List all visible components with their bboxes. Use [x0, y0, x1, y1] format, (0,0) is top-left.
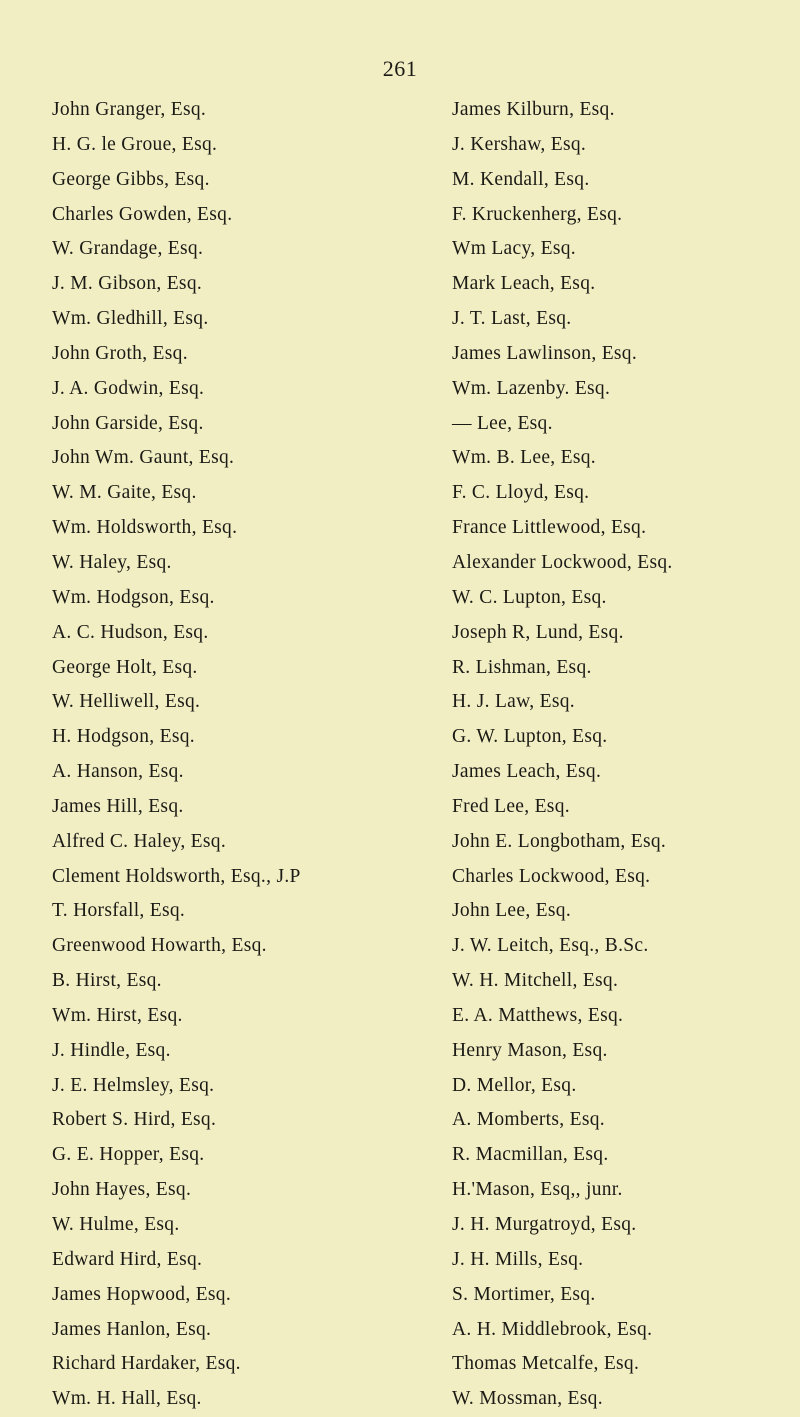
subscriber-name: J. W. Leitch, Esq., B.Sc. — [452, 935, 649, 957]
subscriber-name: W. Helliwell, Esq. — [52, 691, 201, 713]
subscriber-name: J. M. Gibson, Esq. — [52, 273, 203, 295]
subscriber-name: James Hill, Esq. — [52, 795, 184, 817]
subscriber-name: Robert S. Hird, Esq. — [52, 1109, 217, 1131]
subscriber-name: Fred Lee, Esq. — [452, 795, 570, 817]
subscriber-name: H. Hodgson, Esq. — [52, 726, 195, 748]
subscriber-name: F. Kruckenherg, Esq. — [452, 203, 623, 225]
subscriber-name: E. A. Matthews, Esq. — [452, 1004, 624, 1026]
subscriber-name: A. Hanson, Esq. — [52, 761, 184, 783]
subscriber-name: Clement Holdsworth, Esq., J.P — [52, 865, 301, 887]
subscriber-name: W. C. Lupton, Esq. — [452, 586, 607, 608]
subscriber-name: J. Kershaw, Esq. — [452, 133, 587, 155]
subscriber-name: John Wm. Gaunt, Esq. — [52, 447, 235, 469]
left-name-column — [52, 93, 420, 1417]
subscriber-name: A. H. Middlebrook, Esq. — [452, 1318, 653, 1340]
subscriber-name: S. Mortimer, Esq. — [452, 1283, 596, 1305]
subscriber-name: W. Grandage, Esq. — [52, 238, 204, 260]
subscriber-name: Wm Lacy, Esq. — [452, 238, 576, 260]
subscriber-name: Alfred C. Haley, Esq. — [52, 830, 226, 852]
subscriber-name: Wm. Lazenby. Esq. — [452, 377, 611, 399]
subscriber-name: W. Haley, Esq. — [52, 551, 172, 573]
subscriber-name: James Hanlon, Esq. — [52, 1318, 212, 1340]
subscriber-name: H.'Mason, Esq,, junr. — [452, 1179, 623, 1201]
subscriber-name: John Granger, Esq. — [52, 99, 207, 120]
subscriber-name: Wm. B. Lee, Esq. — [452, 447, 596, 469]
subscriber-name: R. Macmillan, Esq. — [452, 1144, 609, 1166]
subscriber-name: R. Lishman, Esq. — [452, 656, 592, 678]
subscriber-name: Thomas Metcalfe, Esq. — [452, 1353, 640, 1375]
subscriber-name: J. E. Helmsley, Esq. — [52, 1074, 215, 1096]
subscriber-name: J. H. Murgatroyd, Esq. — [452, 1214, 637, 1235]
subscriber-name: Charles Gowden, Esq. — [52, 203, 233, 225]
subscriber-name: H. G. le Groue, Esq. — [52, 133, 218, 155]
subscriber-name: M. Kendall, Esq. — [452, 168, 590, 190]
subscriber-name: Wm. Hirst, Esq. — [52, 1004, 183, 1026]
subscriber-name: James Kilburn, Esq. — [452, 99, 615, 120]
right-name-column — [452, 93, 797, 1417]
subscriber-name: T. Horsfall, Esq. — [52, 900, 186, 922]
subscriber-name: France Littlewood, Esq. — [452, 517, 647, 539]
subscriber-name: W. H. Mitchell, Esq. — [452, 970, 619, 992]
subscriber-name: James Lawlinson, Esq. — [452, 342, 638, 364]
subscriber-name: Wm. Gledhill, Esq. — [52, 308, 209, 330]
subscriber-name: J. A. Godwin, Esq. — [52, 377, 205, 399]
subscriber-name: John Hayes, Esq. — [52, 1179, 192, 1201]
subscriber-name: A. C. Hudson, Esq. — [52, 621, 209, 643]
subscriber-name: Wm. Holdsworth, Esq. — [52, 517, 238, 539]
subscriber-name: Edward Hird, Esq. — [52, 1248, 203, 1270]
subscriber-name: Joseph R, Lund, Esq. — [452, 621, 624, 643]
subscriber-name: B. Hirst, Esq. — [52, 970, 162, 992]
subscriber-name: James Leach, Esq. — [452, 761, 602, 783]
subscriber-name: — Lee, Esq. — [452, 412, 553, 434]
subscriber-name: A. Momberts, Esq. — [452, 1109, 605, 1131]
subscriber-name: F. C. Lloyd, Esq. — [452, 482, 590, 504]
subscriber-name: John Lee, Esq. — [452, 900, 572, 922]
subscriber-name: Henry Mason, Esq. — [452, 1039, 608, 1061]
subscriber-name: Alexander Lockwood, Esq. — [452, 551, 673, 573]
subscriber-name: Wm. Hodgson, Esq. — [52, 586, 215, 608]
subscriber-name: J. T. Last, Esq. — [452, 308, 572, 330]
subscriber-name: D. Mellor, Esq. — [452, 1074, 577, 1096]
subscriber-name: G. W. Lupton, Esq. — [452, 726, 608, 748]
subscriber-name: John E. Longbotham, Esq. — [452, 830, 667, 852]
subscriber-name: Mark Leach, Esq. — [452, 273, 596, 295]
subscriber-name: George Holt, Esq. — [52, 656, 198, 678]
subscriber-name: W. Mossman, Esq. — [452, 1388, 603, 1410]
subscriber-name: G. E. Hopper, Esq. — [52, 1144, 205, 1166]
subscriber-name: Wm. H. Hall, Esq. — [52, 1388, 202, 1410]
subscriber-name: J. Hindle, Esq. — [52, 1039, 171, 1061]
subscriber-name: Greenwood Howarth, Esq. — [52, 935, 267, 957]
subscriber-name: James Hopwood, Esq. — [52, 1283, 232, 1305]
subscriber-name: George Gibbs, Esq. — [52, 168, 210, 190]
subscriber-name: John Garside, Esq. — [52, 412, 204, 434]
subscriber-name: J. H. Mills, Esq. — [452, 1248, 584, 1270]
subscriber-name: Richard Hardaker, Esq. — [52, 1353, 241, 1375]
subscriber-name: H. J. Law, Esq. — [452, 691, 575, 713]
page-number: 261 — [382, 56, 418, 81]
subscriber-name: John Groth, Esq. — [52, 342, 188, 364]
subscriber-name: Charles Lockwood, Esq. — [452, 865, 651, 887]
subscriber-name: W. M. Gaite, Esq. — [52, 482, 197, 504]
subscriber-name: W. Hulme, Esq. — [52, 1214, 180, 1235]
